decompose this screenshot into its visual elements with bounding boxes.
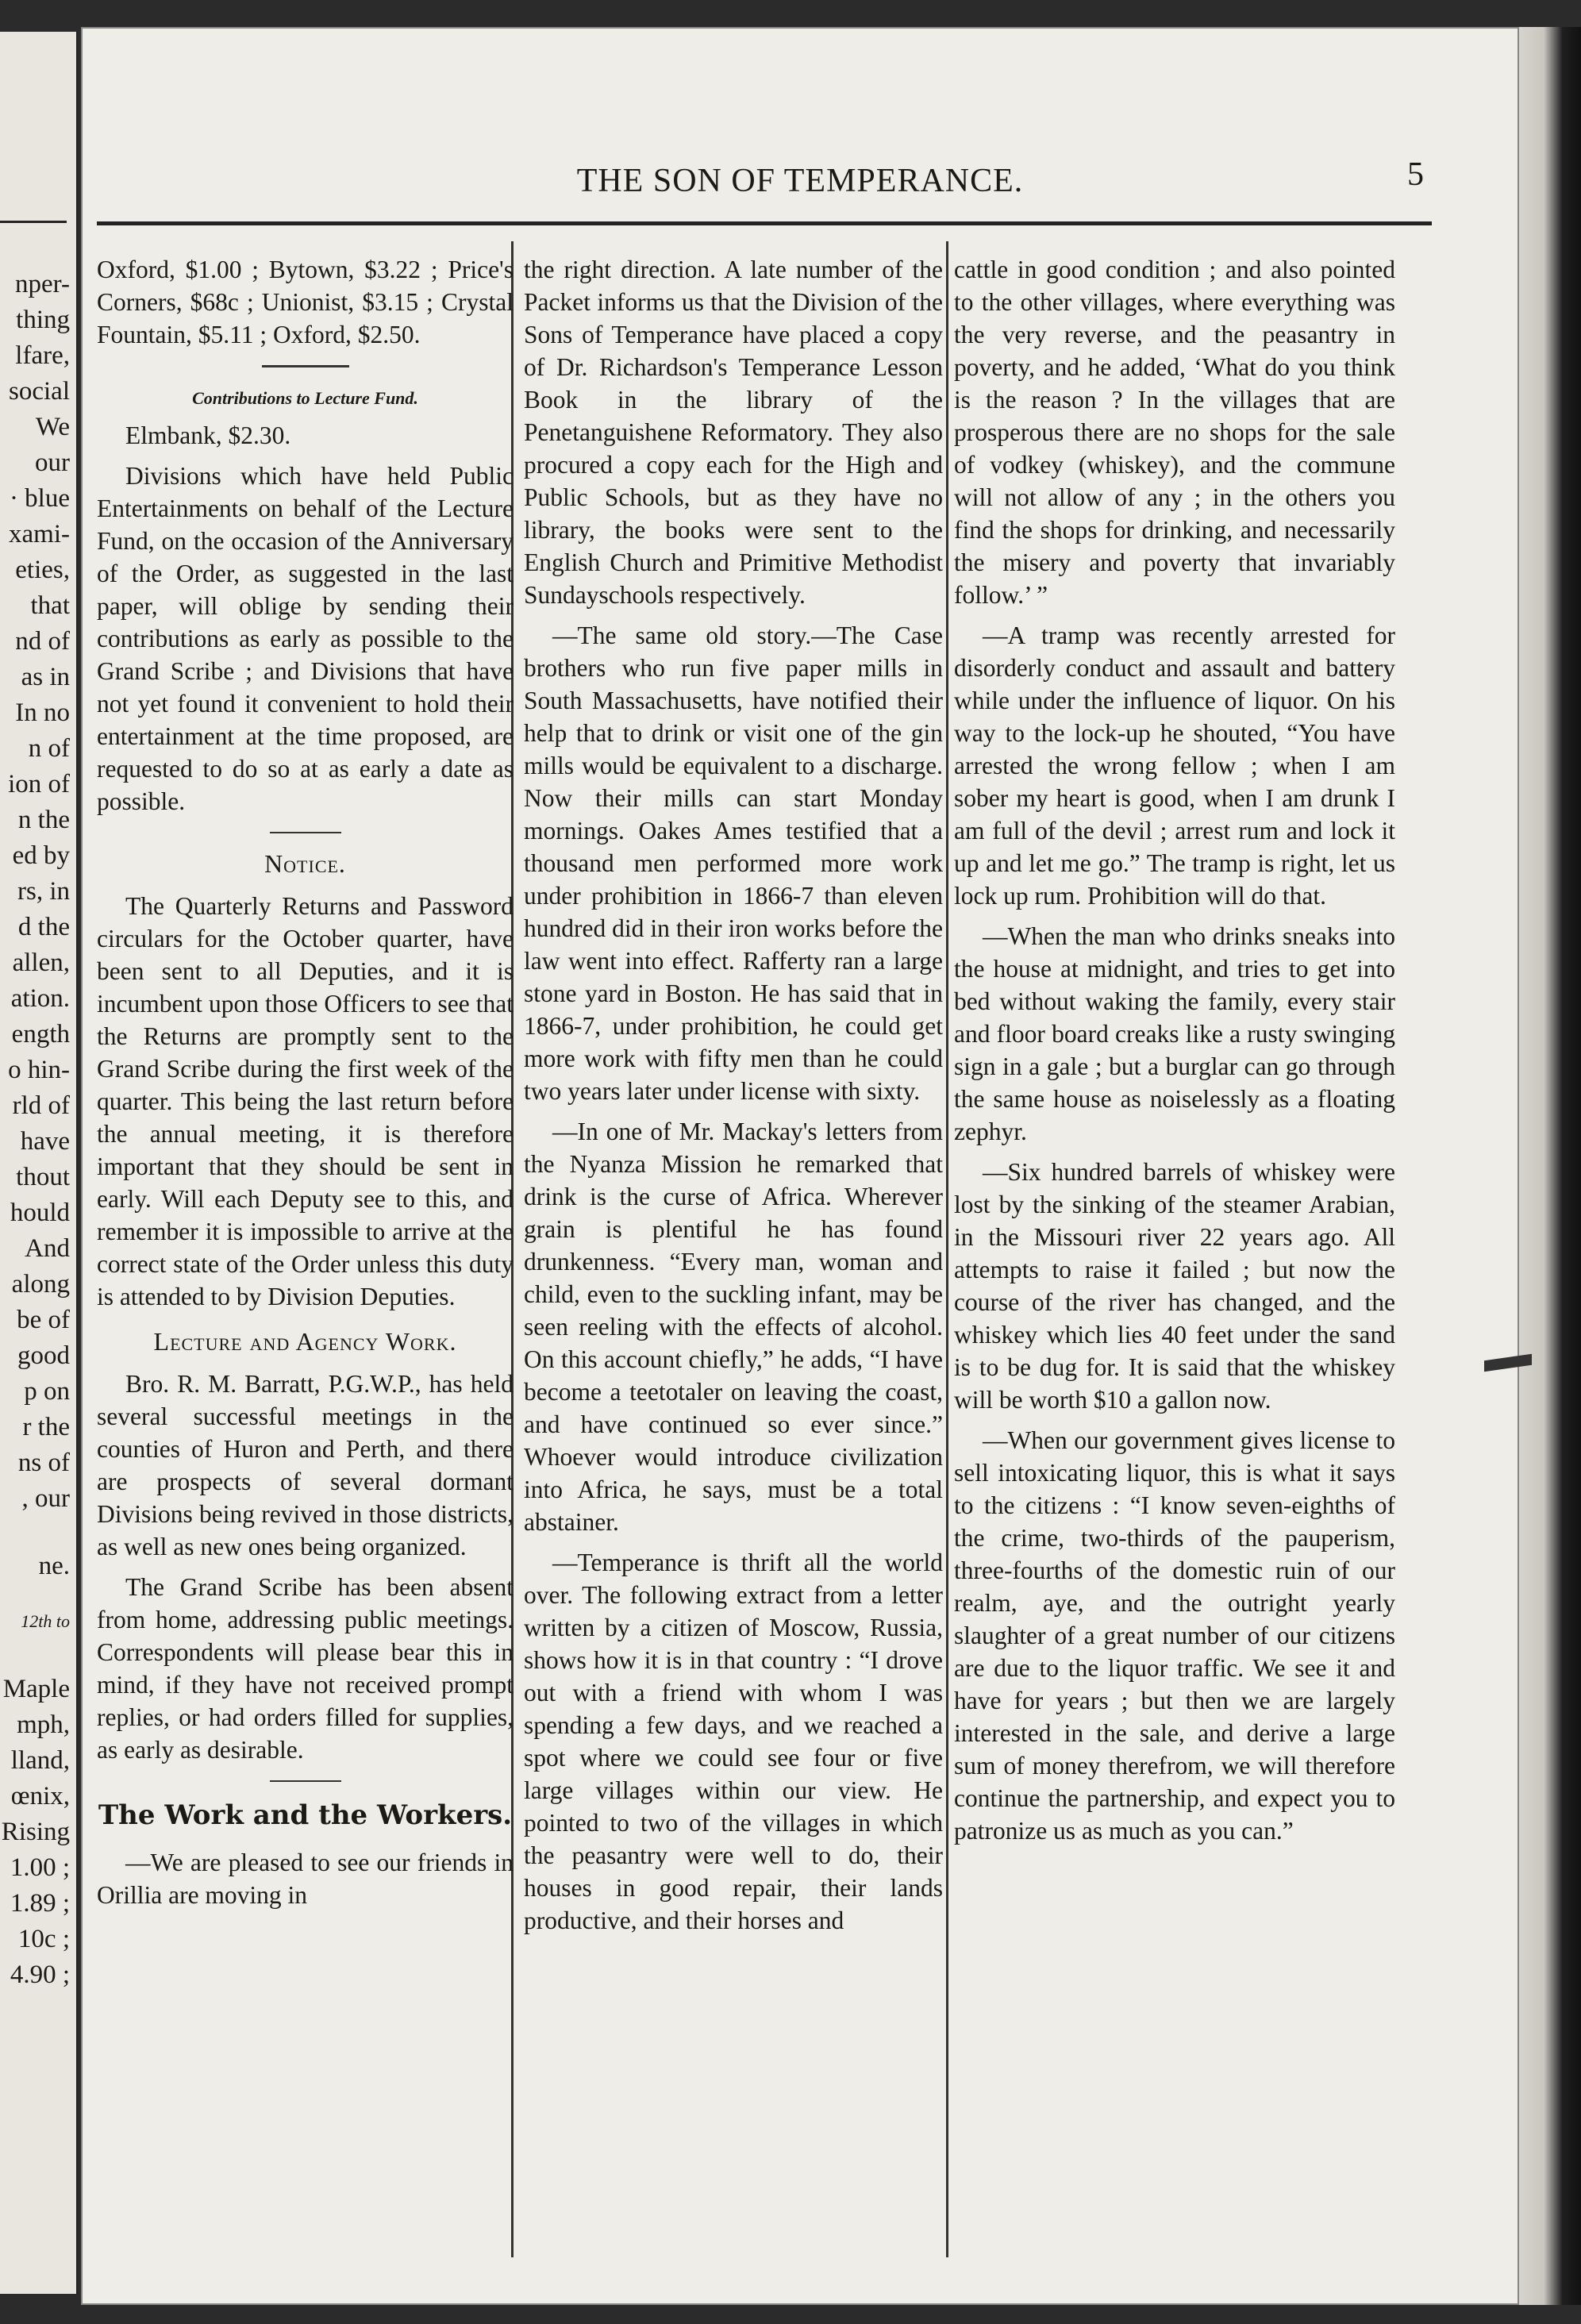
- page-header: [81, 146, 1519, 210]
- adjacent-page-fragment-text: p on: [24, 1377, 70, 1406]
- newspaper-page: [81, 27, 1519, 2305]
- adjacent-page-fragment-text: ne.: [38, 1552, 70, 1580]
- adjacent-page-fragment-text: Rising: [1, 1818, 70, 1846]
- adjacent-page-fragment-text: 4.90 ;: [10, 1960, 70, 1989]
- adjacent-page-fragment-text: In no: [15, 698, 70, 727]
- adjacent-page-fragment-text: allen,: [12, 948, 70, 977]
- adjacent-page-fragment-text: nd of: [15, 627, 70, 656]
- adjacent-page-fragment-text: nper-: [15, 270, 70, 298]
- adjacent-page-fragment-text: hould: [10, 1199, 70, 1227]
- section-rule: [270, 1780, 341, 1782]
- adjacent-page-fragment-text: ion of: [8, 770, 70, 798]
- adjacent-page-fragment-text: have: [20, 1127, 70, 1156]
- adjacent-page-fragment-text: that: [30, 591, 70, 620]
- adjacent-page-fragment-text: good: [17, 1341, 70, 1370]
- adjacent-page-fragment: [0, 32, 78, 2294]
- adjacent-page-fragment-text: as in: [21, 663, 70, 691]
- section-rule: [270, 832, 341, 833]
- paragraph: cattle in good condition ; and also pointed to the other villages, where everything was the very reverse, and the peasantry in poverty, and he added, ‘What do you think is the reason ? In the villages that are prosperous there are no shops for the sale of vodkey (whiskey), and the commune will not allow of any ; in the others you find the shops for drinking, and necessarily the misery and poverty that invariably follow.’ ”: [954, 256, 1395, 609]
- header-rule: [97, 221, 1432, 225]
- paragraph: Elmbank, $2.30.: [125, 421, 291, 449]
- section-heading: Notice.: [264, 849, 346, 878]
- page-title: THE SON OF TEMPERANCE.: [576, 163, 1024, 199]
- adjacent-page-fragment-text: We: [35, 413, 70, 441]
- paragraph: the right direction. A late number of the Packet informs us that the Division of the Sons of Temperance have placed a copy of Dr. Richardson's Temperance Lesson Book in the library of the Penetanguishene Reformatory. They also procured a copy each for the High and Public Schools, but as they have no library, the books were sent to the English Church and Primitive Methodist Sundayschools respectively.: [524, 256, 943, 609]
- paragraph: —We are pleased to see our friends in Orillia are moving in: [97, 1849, 514, 1909]
- section-rule: [262, 365, 349, 367]
- adjacent-page-rule: [0, 221, 67, 223]
- section-heading: The Work and the Workers.: [98, 1799, 513, 1831]
- paragraph: —The same old story.—The Case brothers who run five paper mills in South Massachusetts, have notified their help that to drink or visit one of the gin mills would be equivalent to a discharge. Now their mills can start Monday mornings. Oakes Ames testified that a thousand men performed more work under prohibition in 1866-7 than eleven hundred did in their iron works before the law went into effect. Rafferty ran a large stone yard in Boston. He has said that in 1866-7, under prohibition, he could get more work with fifty men than he could two years later under license with sixty.: [524, 621, 943, 1105]
- adjacent-page-fragment-text: 1.89 ;: [10, 1889, 70, 1918]
- paragraph: Divisions which have held Public Entertainments on behalf of the Lecture Fund, on the occasion of the Anniversary of the Order, as suggested in the last paper, will oblige by sending their contributions as early as possible to the Grand Scribe ; and Divisions that have not yet found it convenient to hold their entertainment at the time proposed, are requested to do so at as early a date as possible.: [97, 462, 514, 815]
- adjacent-page-fragment-text: rld of: [12, 1091, 70, 1120]
- adjacent-page-fragment-text: lland,: [10, 1746, 70, 1775]
- paragraph: —A tramp was recently arrested for disorderly conduct and assault and battery while under the influence of liquor. On his way to the lock-up he shouted, “You have arrested the wrong fellow ; when I am sober my heart is good, when I am drunk I am full of the devil ; arrest rum and lock it up and let me go.” The tramp is right, let us lock up rum. Prohibition will do that.: [954, 621, 1395, 910]
- adjacent-page-fragment-text: eties,: [15, 556, 70, 584]
- adjacent-page-fragment-text: thing: [16, 306, 70, 334]
- adjacent-page-fragment-text: mph,: [17, 1710, 70, 1739]
- page-number: 5: [1407, 156, 1424, 193]
- paragraph: Bro. R. M. Barratt, P.G.W.P., has held several successful meetings in the counties of Huron and Perth, and there are prospects of several dormant Divisions being revived in those districts, as well as new ones being organized.: [97, 1370, 514, 1560]
- adjacent-page-fragment-text: o hin-: [8, 1056, 70, 1084]
- column-3: [954, 253, 1395, 2245]
- column-2: [524, 253, 943, 2245]
- adjacent-page-fragment-text: 10c ;: [17, 1925, 70, 1953]
- adjacent-page-fragment-text: d the: [17, 913, 70, 941]
- paragraph: —When the man who drinks sneaks into the house at midnight, and tries to get into bed without waking the family, every stair and floor board creaks like a rusty swinging sign in a gale ; but a burglar can go through the same house as noiselessly as a floating zephyr.: [954, 922, 1395, 1145]
- adjacent-page-fragment-text: œnix,: [10, 1782, 70, 1810]
- section-heading: Lecture and Agency Work.: [153, 1327, 457, 1356]
- paragraph: —Six hundred barrels of whiskey were lost by the sinking of the steamer Arabian, in the Missouri river 22 years ago. All attempts to raise it failed ; but now the course of the river has changed, and the whiskey which lies 40 feet under the sand is to be dug for. It is said that the whiskey will be worth $10 a gallon now.: [954, 1158, 1395, 1414]
- adjacent-page-fragment-text: n the: [17, 806, 70, 834]
- adjacent-page-fragment-text: ation.: [10, 984, 70, 1013]
- adjacent-page-fragment-text: 1.00 ;: [10, 1853, 70, 1882]
- paragraph: Oxford, $1.00 ; Bytown, $3.22 ; Price's Corners, $68c ; Unionist, $3.15 ; Crystal Fountain, $5.11 ; Oxford, $2.50.: [97, 256, 514, 348]
- adjacent-page-fragment-text: our: [35, 448, 70, 477]
- column-1: [97, 253, 514, 2245]
- adjacent-page-fragment-text: social: [9, 377, 70, 406]
- paragraph: —When our government gives license to sell intoxicating liquor, this is what it says to the citizens : “I know seven-eighths of the crime, two-thirds of the pauperism, three-fourths of the domestic ruin of our realm, aye, and the outright yearly slaughter of a great number of our citizens are due to the liquor traffic. We see it and have for years ; but then we are largely interested in the sale, and derive a large sum of money therefrom, we will therefore continue the partnership, and expect you to patronize us as much as you can.”: [954, 1426, 1395, 1845]
- adjacent-page-fragment-text: rs, in: [17, 877, 70, 906]
- adjacent-page-fragment-text: ed by: [12, 841, 70, 870]
- adjacent-page-fragment-text: 12th to: [21, 1611, 70, 1631]
- paragraph: —In one of Mr. Mackay's letters from the Nyanza Mission he remarked that drink is the curse of Africa. Wherever grain is plentiful he has found drunkenness. “Every man, woman and child, even to the suckling infant, may be seen reeling with the effects of alcohol. On this account chiefly,” he adds, “I have become a teetotaler on leaving the coast, and have continued so ever since.” Whoever would introduce civilization into Africa, he says, must be a total abstainer.: [524, 1118, 943, 1536]
- adjacent-page-fragment-text: lfare,: [15, 341, 70, 370]
- adjacent-page-fragment-text: , our: [21, 1484, 70, 1513]
- adjacent-page-fragment-text: n of: [28, 734, 70, 763]
- adjacent-page-fragment-text: · blue: [9, 484, 70, 513]
- adjacent-page-fragment-text: And: [25, 1234, 70, 1263]
- adjacent-page-fragment-text: r the: [22, 1413, 70, 1441]
- column-divider: [946, 241, 948, 2257]
- page-edge-shadow: [1519, 27, 1581, 2305]
- paragraph: —Temperance is thrift all the world over. The following extract from a letter written by a citizen of Moscow, Russia, shows how it is in that country : “I drove out with a friend with whom I was spending a few days, and we reached a spot where we could see four or five large villages within our view. He pointed to two of the villages in which the peasantry were well to do, their houses in good repair, their lands productive, and their horses and: [524, 1549, 943, 1934]
- adjacent-page-fragment-text: thout: [16, 1163, 70, 1191]
- adjacent-page-fragment-text: xami-: [9, 520, 70, 548]
- adjacent-page-fragment-text: be of: [17, 1306, 70, 1334]
- adjacent-page-fragment-text: Maple: [2, 1675, 70, 1703]
- paragraph: The Grand Scribe has been absent from home, addressing public meetings. Correspondents will please bear this in mind, if they have not received prompt replies, or had orders filled for supplies, as early as desirable.: [97, 1573, 514, 1764]
- section-heading: Contributions to Lecture Fund.: [192, 388, 418, 408]
- adjacent-page-fragment-text: along: [11, 1270, 70, 1299]
- paragraph: The Quarterly Returns and Password circulars for the October quarter, have been sent to all Deputies, and it is incumbent upon those Officers to see that the Returns are promptly sent to the Grand Scribe during the first week of the quarter. This being the last return before the annual meeting, it is therefore important that they should be sent in early. Will each Deputy see to this, and remember it is impossible to arrive at the correct state of the Order unless this duty is attended to by Division Deputies.: [97, 892, 514, 1310]
- adjacent-page-fragment-text: ength: [11, 1020, 70, 1048]
- adjacent-page-fragment-text: ns of: [17, 1449, 70, 1477]
